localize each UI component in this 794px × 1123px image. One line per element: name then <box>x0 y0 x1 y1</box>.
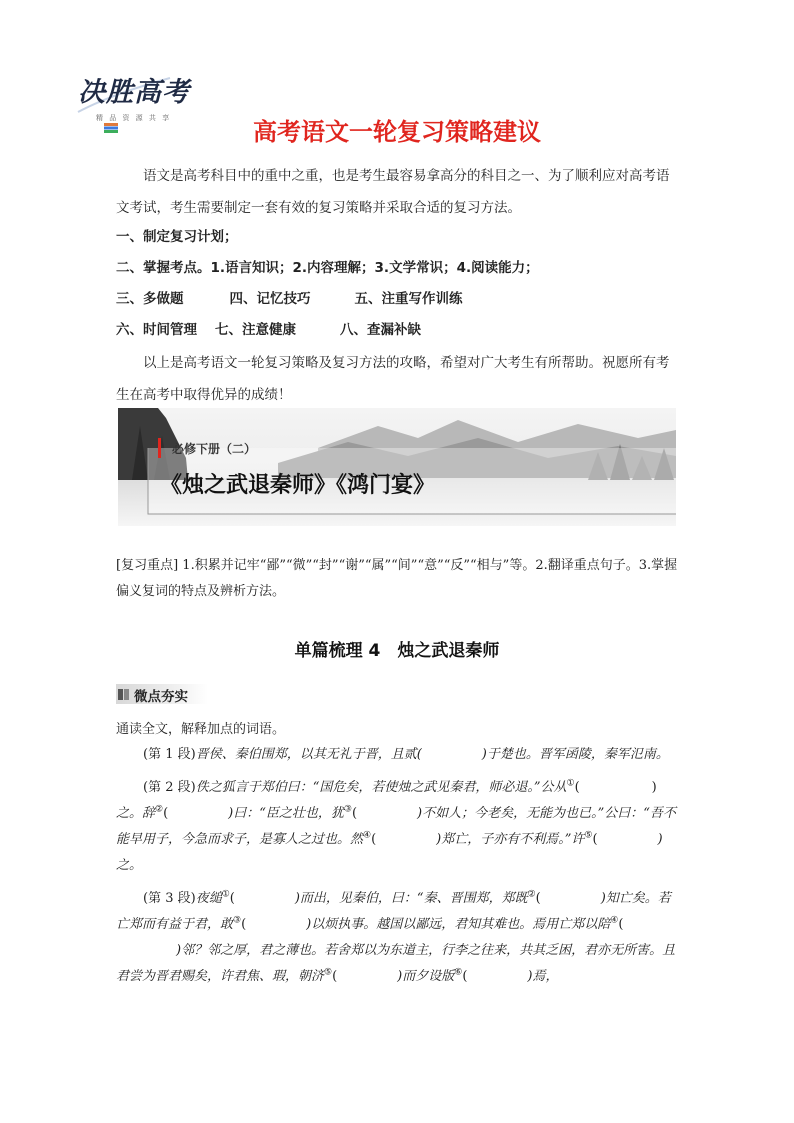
micro-label <box>116 684 208 704</box>
banner-subtitle: 必修下册（二） <box>172 442 257 456</box>
strategy-item-5: 五、注重写作训练 <box>354 291 463 307</box>
logo-text: 决胜高考 <box>78 77 190 108</box>
passage-paragraph-1: (第 1 段)晋侯、秦伯围郑，以其无礼于晋，且贰( )于楚也。晋军函陵，秦军氾南。 <box>143 747 669 762</box>
strategy-item-3: 三、多做题 <box>116 291 184 307</box>
section-title: 单篇梳理 4 烛之武退秦师 <box>294 641 500 661</box>
micro-bar-icon <box>124 689 129 700</box>
banner-title: 《烛之武退秦师》《鸿门宴》 <box>160 473 436 498</box>
chapter-banner-image <box>118 408 676 526</box>
closing-paragraph: 以上是高考语文一轮复习策略及复习方法的攻略，希望对广大考生有所帮助。祝愿所有考生在高考中取得优异的成绩！ <box>116 355 670 403</box>
micro-bar-icon <box>118 689 123 700</box>
instruction: 通读全文，解释加点的词语。 <box>116 722 286 737</box>
strategy-line-3 <box>116 284 463 315</box>
strategy-item-8: 八、查漏补缺 <box>340 322 421 338</box>
review-text: 1.积累并记牢“鄙”“微”“封”“谢”“属”“间”“意”“反”“相与”等。2.翻译重点句子。3.掌握偏义复词的特点及辨析方法。 <box>116 558 678 599</box>
strategy-item-7: 七、注意健康 <box>215 322 296 338</box>
strategy-line-1: 一、制定复习计划； <box>116 229 238 245</box>
passage-paragraph-2: (第 2 段)佚之狐言于郑伯曰：“国危矣，若使烛之武见秦君，师必退。”公从①( )之。辞②( )曰：“臣之壮也，犹③( )不如人；今老矣，无能为也已。”公曰：“吾不能早用子，今急而求子，是寡人之过也。然④( )郑亡，子亦有不利焉。”许⑤( )之。 <box>116 778 676 873</box>
strategy-line-2: 二、掌握考点。1.语言知识；2.内容理解；3.文学常识；4.阅读能力； <box>116 260 539 276</box>
logo-subtitle: 精 品 资 源 共 享 <box>96 114 172 122</box>
page-title: 高考语文一轮复习策略建议 <box>253 118 541 146</box>
classical-passages <box>116 742 680 990</box>
intro-paragraph: 语文是高考科目中的重中之重，也是考生最容易拿高分的科目之一、为了顺利应对高考语文考试，考生需要制定一套有效的复习策略并采取合适的复习方法。 <box>116 168 670 216</box>
review-label: [复习重点] <box>116 558 179 573</box>
passage-paragraph-3: (第 3 段)夜缒①( )而出，见秦伯，曰：“秦、晋围郑，郑既②( )知亡矣。若亡郑而有益于君，敢③( )以烦执事。越国以鄙远，君知其难也。焉用亡郑以陪④()邻？邻之厚，君之薄也。若舍郑以为东道主，行李之往来，共其乏困，君亦无所害。且君尝为晋君赐矣，许君焦、瑕，朝济⑤( )而夕设版⑥( )焉， <box>116 889 676 984</box>
strategy-line-4 <box>116 315 421 346</box>
micro-label-text: 微点夯实 <box>134 689 188 705</box>
strategy-item-4: 四、记忆技巧 <box>229 291 311 307</box>
review-focus <box>116 553 682 605</box>
strategy-item-6: 六、时间管理 <box>116 322 197 338</box>
